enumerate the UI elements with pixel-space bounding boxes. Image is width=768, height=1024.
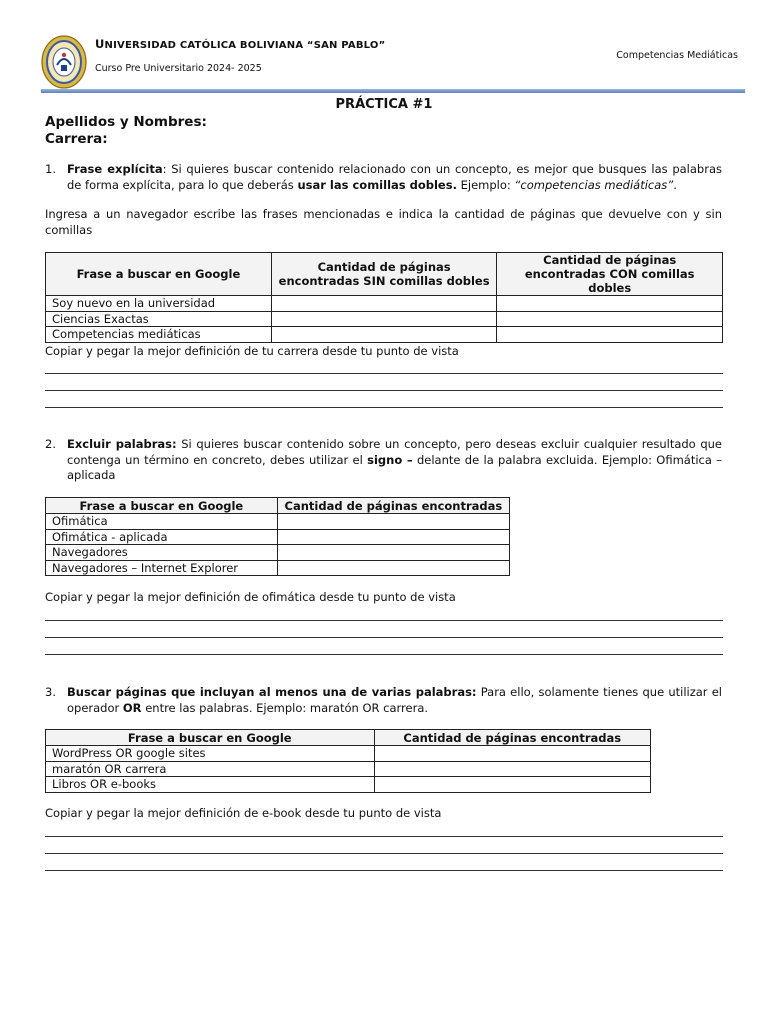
answer-cell[interactable] <box>497 296 723 312</box>
copy-prompt-2: Copiar y pegar la mejor definición de ofimática desde tu punto de vista <box>45 590 456 604</box>
table-row <box>46 746 651 762</box>
search-table-3 <box>45 729 651 793</box>
section-number: 1. <box>45 162 56 176</box>
table-row <box>46 514 510 530</box>
table-row <box>46 761 651 777</box>
answer-cell[interactable] <box>277 545 509 561</box>
copy-prompt-3: Copiar y pegar la mejor definición de e-book desde tu punto de vista <box>45 806 442 820</box>
answer-line[interactable] <box>45 853 723 854</box>
answer-line[interactable] <box>45 373 723 374</box>
table-row <box>46 777 651 793</box>
section-2: 2. Excluir palabras: Si quieres buscar contenido sobre un concepto, pero deseas excluir cualquier resultado que contenga un término en concreto, debes utilizar el signo – delante de la palabra excluida. Ejemplo: Ofimática – aplicada <box>45 437 723 482</box>
column-header: Frase a buscar en Google <box>46 730 375 746</box>
answer-cell[interactable] <box>497 327 723 343</box>
section-3: 3. Buscar páginas que incluyan al menos una de varias palabras: Para ello, solamente tienes que utilizar el operador OR entre las palabras. Ejemplo: maratón OR carrera. <box>45 685 723 715</box>
column-header: Cantidad de páginas encontradas <box>277 498 509 514</box>
section-heading: Excluir palabras: <box>67 437 177 451</box>
column-header: Cantidad de páginas encontradas SIN comillas dobles <box>271 253 497 296</box>
section-1: 1. Frase explícita: Si quieres buscar contenido relacionado con un concepto, es mejor que busques las palabras de forma explícita, para lo que deberás usar las comillas dobles. Ejemplo: “competencias mediáticas”. <box>45 162 722 192</box>
answer-cell[interactable] <box>374 761 650 777</box>
answer-cell[interactable] <box>374 746 650 762</box>
header-divider <box>41 89 745 93</box>
phrase-cell: Navegadores – Internet Explorer <box>46 560 278 576</box>
university-name: UNIVERSIDAD CATÓLICA BOLIVIANA “SAN PABLO” <box>95 37 386 51</box>
search-table-2 <box>45 497 510 576</box>
answer-cell[interactable] <box>271 327 497 343</box>
phrase-cell: Ofimática <box>46 514 278 530</box>
column-header: Cantidad de páginas encontradas <box>374 730 650 746</box>
names-label: Apellidos y Nombres: <box>45 114 207 130</box>
career-label: Carrera: <box>45 131 108 147</box>
answer-line[interactable] <box>45 654 723 655</box>
answer-cell[interactable] <box>277 514 509 530</box>
answer-cell[interactable] <box>277 529 509 545</box>
page-header <box>0 0 768 100</box>
column-header: Frase a buscar en Google <box>46 253 272 296</box>
answer-line[interactable] <box>45 620 723 621</box>
phrase-cell: maratón OR carrera <box>46 761 375 777</box>
answer-cell[interactable] <box>271 311 497 327</box>
table-row <box>46 296 723 312</box>
phrase-cell: Ciencias Exactas <box>46 311 272 327</box>
phrase-cell: Ofimática - aplicada <box>46 529 278 545</box>
answer-cell[interactable] <box>271 296 497 312</box>
search-table-1 <box>45 252 723 343</box>
phrase-cell: WordPress OR google sites <box>46 746 375 762</box>
answer-cell[interactable] <box>497 311 723 327</box>
answer-line[interactable] <box>45 390 723 391</box>
table-row <box>46 327 723 343</box>
university-seal-logo <box>41 35 87 89</box>
phrase-cell: Competencias mediáticas <box>46 327 272 343</box>
answer-cell[interactable] <box>277 560 509 576</box>
phrase-cell: Libros OR e-books <box>46 777 375 793</box>
table-row <box>46 311 723 327</box>
copy-prompt-1: Copiar y pegar la mejor definición de tu carrera desde tu punto de vista <box>45 344 459 358</box>
section-1-instruction: Ingresa a un navegador escribe las frases mencionadas e indica la cantidad de páginas que devuelve con y sin comillas <box>45 207 722 237</box>
section-heading: Frase explícita <box>67 162 163 176</box>
column-header: Frase a buscar en Google <box>46 498 278 514</box>
section-number: 2. <box>45 437 56 451</box>
table-row <box>46 560 510 576</box>
subject-label: Competencias Mediáticas <box>616 50 738 61</box>
section-number: 3. <box>45 685 56 699</box>
student-fields <box>45 114 207 148</box>
table-row <box>46 545 510 561</box>
section-heading: Buscar páginas que incluyan al menos una de varias palabras: <box>67 685 477 699</box>
answer-cell[interactable] <box>374 777 650 793</box>
answer-line[interactable] <box>45 836 723 837</box>
answer-line[interactable] <box>45 870 723 871</box>
phrase-cell: Soy nuevo en la universidad <box>46 296 272 312</box>
answer-line[interactable] <box>45 637 723 638</box>
column-header: Cantidad de páginas encontradas CON comillas dobles <box>497 253 723 296</box>
answer-line[interactable] <box>45 407 723 408</box>
page-title: PRÁCTICA #1 <box>335 97 433 112</box>
course-label: Curso Pre Universitario 2024- 2025 <box>95 63 262 74</box>
table-row <box>46 529 510 545</box>
phrase-cell: Navegadores <box>46 545 278 561</box>
